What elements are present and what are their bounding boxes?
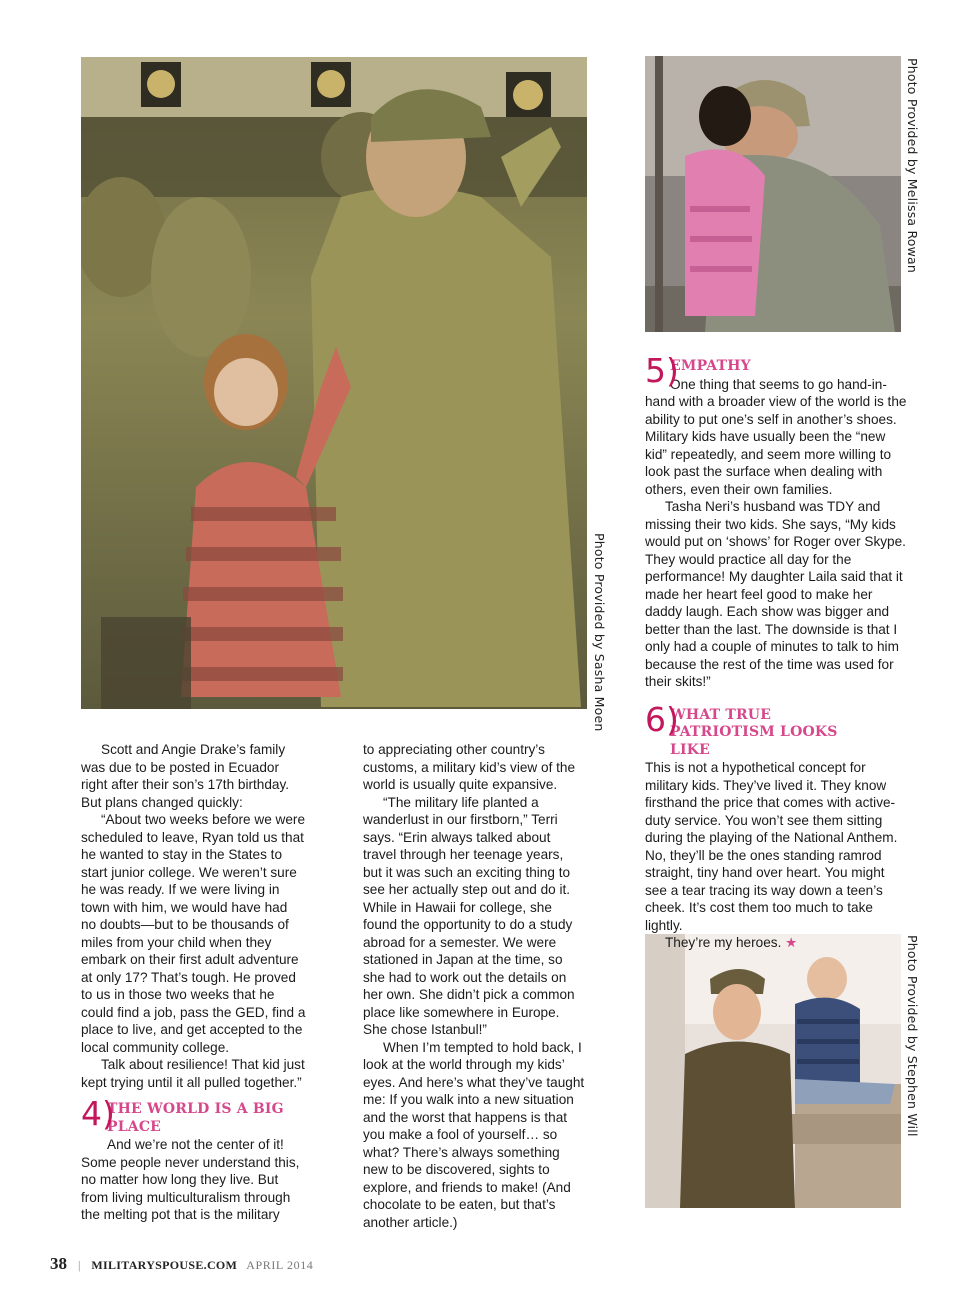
section-4-number: 4) — [81, 1094, 115, 1133]
drake-quote-paragraph: “About two weeks before we were scheduled to leave, Ryan told us that he wanted to stay in the States to start junior college. We weren’t sure he was ready. If we were living in town with him, we would have had no doubts—but to be thousands of miles from your child when they embark on their first adult adventure at only 17? That’s tough. He proved to us in those two weeks that he could find a job, pass the GED, find a place to live, and get accepted to the local community college. — [81, 812, 306, 1055]
section-4-title: THE WORLD IS A BIG PLACE — [107, 1101, 284, 1135]
section-5-first-line: One thing that seems to go hand-in- — [670, 376, 887, 392]
section-4-first-line: And we’re not the center of it! — [107, 1137, 284, 1152]
article-column-2 — [363, 741, 585, 1231]
section-6-number: 6) — [645, 699, 679, 739]
footer-issue-date: APRIL 2014 — [246, 1258, 314, 1272]
resilience-paragraph: Talk about resilience! That kid just kept trying until it all pulled together.” — [81, 1057, 305, 1090]
top-right-photo-credit: Photo Provided by Melissa Rowan — [905, 58, 920, 274]
section-5-number: 5) — [645, 351, 679, 390]
section-5-header — [645, 351, 907, 393]
main-photo-credit: Photo Provided by Sasha Moen — [592, 533, 607, 732]
heroes-paragraph — [645, 934, 907, 952]
main-photo-girl-saluting — [81, 57, 587, 709]
section-4-paragraph: Some people never understand this, no matter how long they live. But from living multiculturalism through the melting pot that is the military — [81, 1154, 300, 1222]
drake-paragraph-intro: Scott and Angie Drake’s family was due to be posted in Ecuador right after their son’s 17th birthday. But plans changed quickly: — [81, 742, 290, 810]
photo-father-and-son-saluting — [645, 934, 901, 1208]
footer-site-name: MILITARYSPOUSE.COM — [91, 1258, 238, 1272]
world-view-paragraph: to appreciating other country’s customs, a military kid’s view of the world is usually quite expansive. — [363, 742, 576, 792]
page-number: 38 — [50, 1254, 67, 1273]
kids-eyes-paragraph: When I’m tempted to hold back, I look at the world through my kids’ eyes. And here’s what they’ve taught me: If you walk into a new situation and the worst that happens is that you make a fool of yourself… so what? There’s always something new to be discovered, sights to explore, and friends to make! (And chocolate to be eaten, but that’s another article.) — [363, 1039, 585, 1230]
section-6-title: WHAT TRUE PATRIOTISM LOOKS LIKE — [670, 706, 838, 758]
tasha-neri-paragraph: Tasha Neri’s husband was TDY and missing their two kids. She says, “My kids would put on ‘shows’ for Roger over Skype. They would practice all day for the performance! My daughter Laila said that it made her heart feel good to make her daddy laugh. Each show was bigger and better than the last. The downside is that I only had a couple of minutes to talk to him because the rest of the time was used for their skits!” — [645, 499, 906, 689]
terri-quote-paragraph: “The military life planted a wanderlust in our firstborn,” Terri says. “Erin always talked about travel through her teenage years, but it was such an exciting thing to see her actually step out and do it. While in Hawaii for college, she found the opportunity to do a study abroad for a semester. We were stationed in Japan at the time, so she had to work out the details on her own. She didn’t pick a common place like somewhere in Europe. She chose Istanbul!” — [363, 794, 575, 1037]
footer-separator: | — [78, 1258, 81, 1272]
section-6-header — [645, 699, 907, 760]
section-6-paragraph: This is not a hypothetical concept for military kids. They’ve lived it. They know firsthand the price that comes with active-duty service. You won’t see them sitting during the playing of the National Anthem. No, they’ll be the ones standing ramrod straight, tiny hand over heart. You might see a tear tracing its way down a teen’s cheek. It’s cost them too much to take lightly. — [645, 760, 898, 933]
heroes-text: They’re my heroes. — [665, 935, 782, 950]
section-5-paragraph: hand with a broader view of the world is the ability to put one’s self in another’s shoes. Military kids have usually been the “new kid” repeatedly, and seem more willing to look past the surface when dealing with others, even their own families. — [645, 394, 907, 497]
section-4-header — [81, 1094, 306, 1154]
article-column-1 — [81, 741, 306, 1224]
article-column-3 — [645, 351, 907, 952]
bottom-right-photo-credit: Photo Provided by Stephen Will — [905, 935, 920, 1137]
photo-soldier-hugging-girl — [645, 56, 901, 332]
section-5-title: EMPATHY — [670, 358, 751, 374]
end-star-icon: ★ — [785, 935, 798, 950]
page-footer — [50, 1254, 313, 1274]
